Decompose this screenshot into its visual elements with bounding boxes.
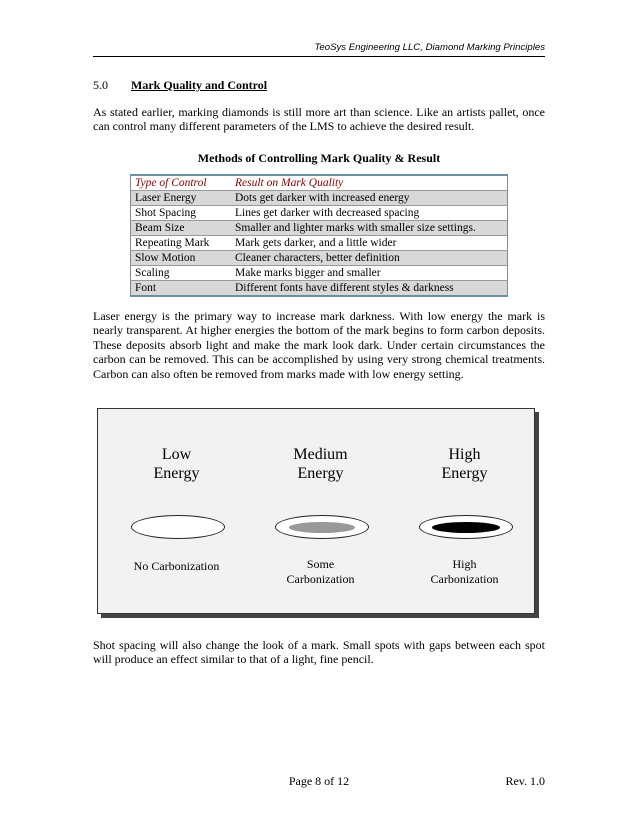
mark-ellipse bbox=[131, 515, 225, 539]
control-result: Make marks bigger and smaller bbox=[235, 267, 381, 279]
control-type: Shot Spacing bbox=[135, 207, 197, 219]
table-row bbox=[131, 236, 508, 251]
column-header: Result on Mark Quality bbox=[231, 175, 508, 191]
page-header: TeoSys Engineering LLC, Diamond Marking Principles bbox=[314, 42, 545, 53]
carbonization-label bbox=[392, 557, 537, 587]
table-row bbox=[131, 191, 508, 206]
shot-spacing-paragraph: Shot spacing will also change the look of a mark. Small spots with gaps between each spot will produce an effect similar to that of a light, fine pencil. bbox=[93, 638, 545, 667]
carbon-deposit bbox=[432, 522, 500, 533]
header-rule bbox=[93, 56, 545, 57]
control-type: Beam Size bbox=[135, 222, 185, 234]
energy-paragraph: Laser energy is the primary way to increase mark darkness. With low energy the mark is nearly transparent. At higher energies the bottom of the mark begins to form carbon deposits. These deposits absorb light and make the mark look dark. Under certain circumstances the carbon can be removed. This can be accomplished by using very strong chemical treatments. Carbon can also often be removed from marks made with low energy setting. bbox=[93, 309, 545, 381]
energy-label-line: Energy bbox=[297, 465, 344, 482]
page-number: Page 8 of 12 bbox=[288, 774, 350, 788]
energy-label-line: Energy bbox=[153, 465, 200, 482]
carbonization-diagram bbox=[97, 408, 535, 614]
section-title: Mark Quality and Control bbox=[131, 78, 268, 92]
carbonization-label-line: No Carbonization bbox=[133, 559, 220, 573]
table-row bbox=[131, 206, 508, 221]
control-result: Smaller and lighter marks with smaller size settings. bbox=[235, 222, 476, 234]
table-caption: Methods of Controlling Mark Quality & Result bbox=[197, 151, 441, 165]
table-header-row bbox=[131, 175, 508, 191]
revision-label: Rev. 1.0 bbox=[505, 774, 545, 788]
carbonization-label-line: Carbonization bbox=[286, 572, 355, 586]
column-header: Type of Control bbox=[131, 175, 232, 191]
control-type: Slow Motion bbox=[135, 252, 196, 264]
table-row bbox=[131, 266, 508, 281]
energy-label bbox=[392, 445, 537, 483]
table-row bbox=[131, 221, 508, 236]
carbonization-label bbox=[248, 557, 393, 587]
table-row bbox=[131, 251, 508, 266]
carbonization-label-line: Carbonization bbox=[430, 572, 499, 586]
energy-label-line: Energy bbox=[441, 465, 488, 482]
carbon-deposit bbox=[289, 522, 355, 533]
carbonization-label-line: High bbox=[452, 557, 477, 571]
control-result: Cleaner characters, better definition bbox=[235, 252, 400, 264]
mark-ellipse bbox=[275, 515, 369, 539]
control-result: Lines get darker with decreased spacing bbox=[235, 207, 420, 219]
control-result: Different fonts have different styles & darkness bbox=[235, 282, 454, 294]
control-result: Mark gets darker, and a little wider bbox=[235, 237, 397, 249]
control-type: Font bbox=[135, 282, 157, 294]
control-type: Repeating Mark bbox=[135, 237, 210, 249]
carbonization-label-line: Some bbox=[306, 557, 335, 571]
intro-paragraph: As stated earlier, marking diamonds is still more art than science. Like an artists pallet, once can control many different parameters of the LMS to achieve the desired result. bbox=[93, 105, 545, 134]
section-heading bbox=[93, 78, 267, 93]
mark-ellipse bbox=[419, 515, 513, 539]
section-number: 5.0 bbox=[93, 78, 108, 92]
methods-table bbox=[130, 174, 508, 297]
control-result: Dots get darker with increased energy bbox=[235, 192, 410, 204]
table-row bbox=[131, 281, 508, 297]
energy-label bbox=[104, 445, 249, 483]
energy-label-line: High bbox=[448, 446, 481, 463]
control-type: Scaling bbox=[135, 267, 170, 279]
control-type: Laser Energy bbox=[135, 192, 197, 204]
energy-label-line: Medium bbox=[293, 446, 348, 463]
energy-label bbox=[248, 445, 393, 483]
energy-label-line: Low bbox=[161, 446, 192, 463]
carbonization-label bbox=[104, 559, 249, 574]
